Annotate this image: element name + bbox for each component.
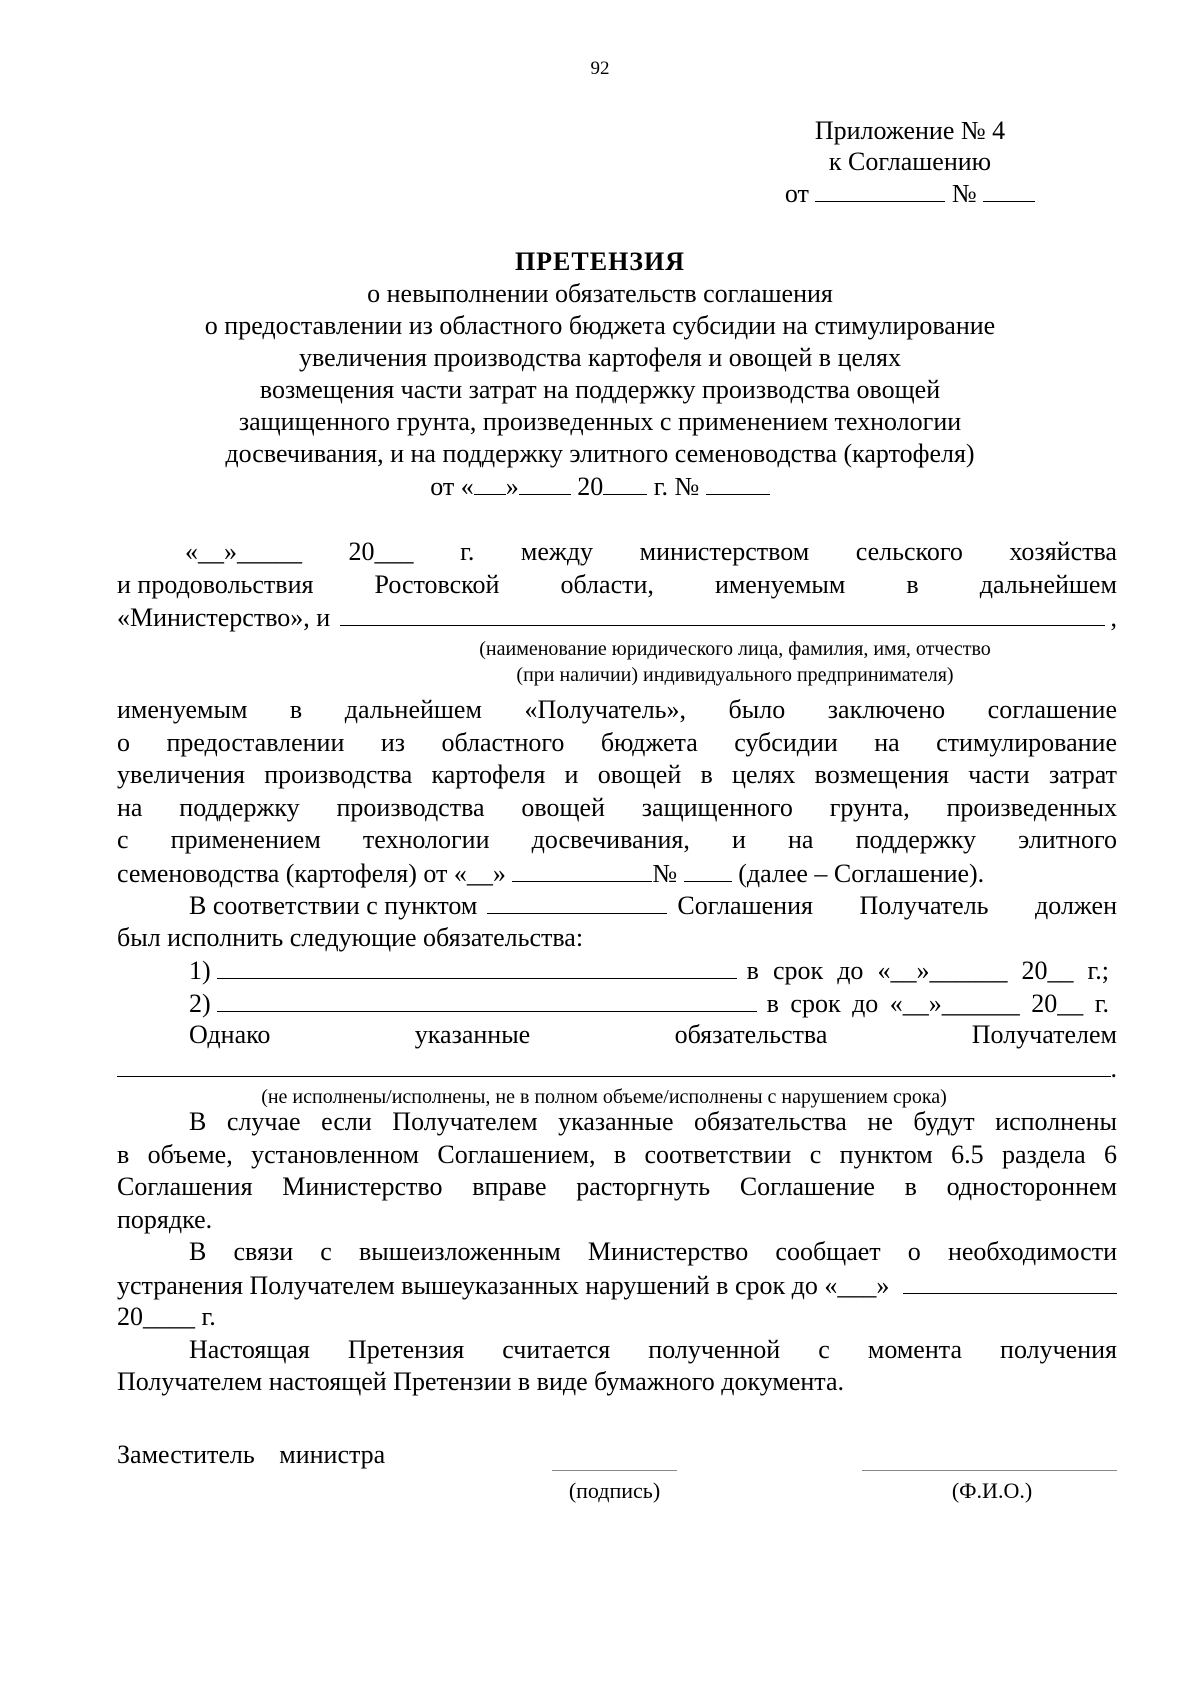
- claim-number-blank: [706, 470, 770, 495]
- appendix-number-blank: [983, 177, 1035, 202]
- clause-line-1: В соответствии с пунктом Соглашения Получатель должен: [189, 891, 1117, 920]
- appendix-block: [770, 115, 1050, 209]
- agreement-number-blank: [684, 857, 732, 882]
- month-blank: [519, 470, 571, 495]
- intro-line-2: и продовольствия Ростовской области, именуемым в дальнейшем: [117, 569, 1117, 599]
- claim-subtitle-line: защищенного грунта, произведенных с применением технологии: [238, 407, 962, 436]
- year-blank: [603, 470, 647, 495]
- appendix-number: Приложение № 4: [814, 116, 1006, 145]
- agreement-line: увеличения производства картофеля и овощей в целях возмещения части затрат: [117, 760, 1117, 789]
- agreement-line: о предоставлении из областного бюджета субсидии на стимулирование: [117, 727, 1117, 757]
- paragraph-agreement: [117, 694, 1117, 1110]
- paragraph-intro: [117, 536, 1117, 688]
- appendix-date-line: [770, 177, 1050, 209]
- remedy-line-2: устранения Получателем вышеуказанных нарушений в срок до «___»: [117, 1269, 1117, 1302]
- termination-line: Соглашения Министерство вправе расторгнуть Соглашение в одностороннем: [117, 1172, 1117, 1201]
- clause-line-2: был исполнить следующие обязательства:: [117, 922, 584, 952]
- recipient-name-blank: [340, 601, 1104, 626]
- obligation-2-blank: [217, 987, 757, 1012]
- page-number: 92: [590, 58, 610, 79]
- name-caption: (Ф.И.О.): [951, 1478, 1033, 1503]
- appendix-agreement: к Соглашению: [828, 147, 992, 176]
- status-line: .: [117, 1052, 1117, 1085]
- appendix-number-sign: №: [951, 179, 977, 208]
- intro-line-1: «__»_____ 20___ г. между министерством сельского хозяйства: [185, 537, 1117, 566]
- signature-line: [552, 1470, 677, 1471]
- claim-header: [0, 246, 1200, 503]
- recipient-hint: (наименование юридического лица, фамилия, имя, отчество (при наличии) индивидуального предпринимателя): [479, 637, 991, 686]
- claim-subtitle-line: о невыполнении обязательств соглашения: [367, 279, 833, 308]
- claim-title: ПРЕТЕНЗИЯ: [514, 247, 686, 276]
- obligation-2: 2) в срок до «__»______ 20__ г.: [189, 988, 1109, 1018]
- obligation-1: 1) в срок до «__»______ 20__ г.;: [189, 956, 1109, 985]
- agreement-line: с применением технологии досвечивания, и на поддержку элитного: [117, 825, 1117, 854]
- day-blank: [474, 470, 506, 495]
- intro-line-3: «Министерство», и ,: [117, 603, 1117, 632]
- agreement-date-blank: [512, 857, 652, 882]
- claim-subtitle-line: увеличения производства картофеля и овощей в целях: [299, 343, 901, 372]
- status-blank: [117, 1052, 1111, 1077]
- agreement-last-line: семеноводства (картофеля) от «__» № (далее – Соглашение).: [117, 858, 985, 888]
- termination-line: В случае если Получателем указанные обязательства не будут исполнены: [189, 1107, 1117, 1136]
- appendix-date-blank: [815, 177, 945, 202]
- signer-position: Заместитель министра: [117, 1440, 386, 1469]
- paragraph-termination: [117, 1106, 1117, 1399]
- claim-subtitle-line: возмещения части затрат на поддержку производства овощей: [259, 375, 941, 404]
- claim-subtitle-line: о предоставлении из областного бюджета субсидии на стимулирование: [204, 311, 996, 340]
- receipt-line-2: Получателем настоящей Претензии в виде бумажного документа.: [117, 1367, 845, 1396]
- name-line: [862, 1470, 1117, 1471]
- remedy-line-1: В связи с вышеизложенным Министерство сообщает о необходимости: [189, 1237, 1117, 1266]
- termination-line: в объеме, установленном Соглашением, в соответствии с пунктом 6.5 раздела 6: [117, 1139, 1117, 1169]
- remedy-line-3: 20____ г.: [117, 1302, 216, 1331]
- agreement-line: именуемым в дальнейшем «Получатель», было заключено соглашение: [117, 695, 1117, 724]
- remedy-month-blank: [903, 1269, 1117, 1294]
- signature-caption: (подпись): [568, 1478, 661, 1503]
- clause-number-blank: [487, 889, 667, 914]
- agreement-line: на поддержку производства овощей защищенного грунта, произведенных: [117, 792, 1117, 822]
- receipt-line-1: Настоящая Претензия считается полученной с момента получения: [189, 1334, 1117, 1364]
- obligation-1-blank: [217, 954, 737, 979]
- claim-date-line: от « » 20 г. №: [0, 470, 1200, 503]
- however-line: Однако указанные обязательства Получателем: [189, 1020, 1117, 1049]
- appendix-from: от: [784, 179, 809, 208]
- status-hint: (не исполнены/исполнены, не в полном объеме/исполнены с нарушением срока): [261, 1086, 947, 1108]
- termination-line: порядке.: [117, 1204, 213, 1234]
- claim-subtitle-line: досвечивания, и на поддержку элитного семеноводства (картофеля): [225, 439, 975, 468]
